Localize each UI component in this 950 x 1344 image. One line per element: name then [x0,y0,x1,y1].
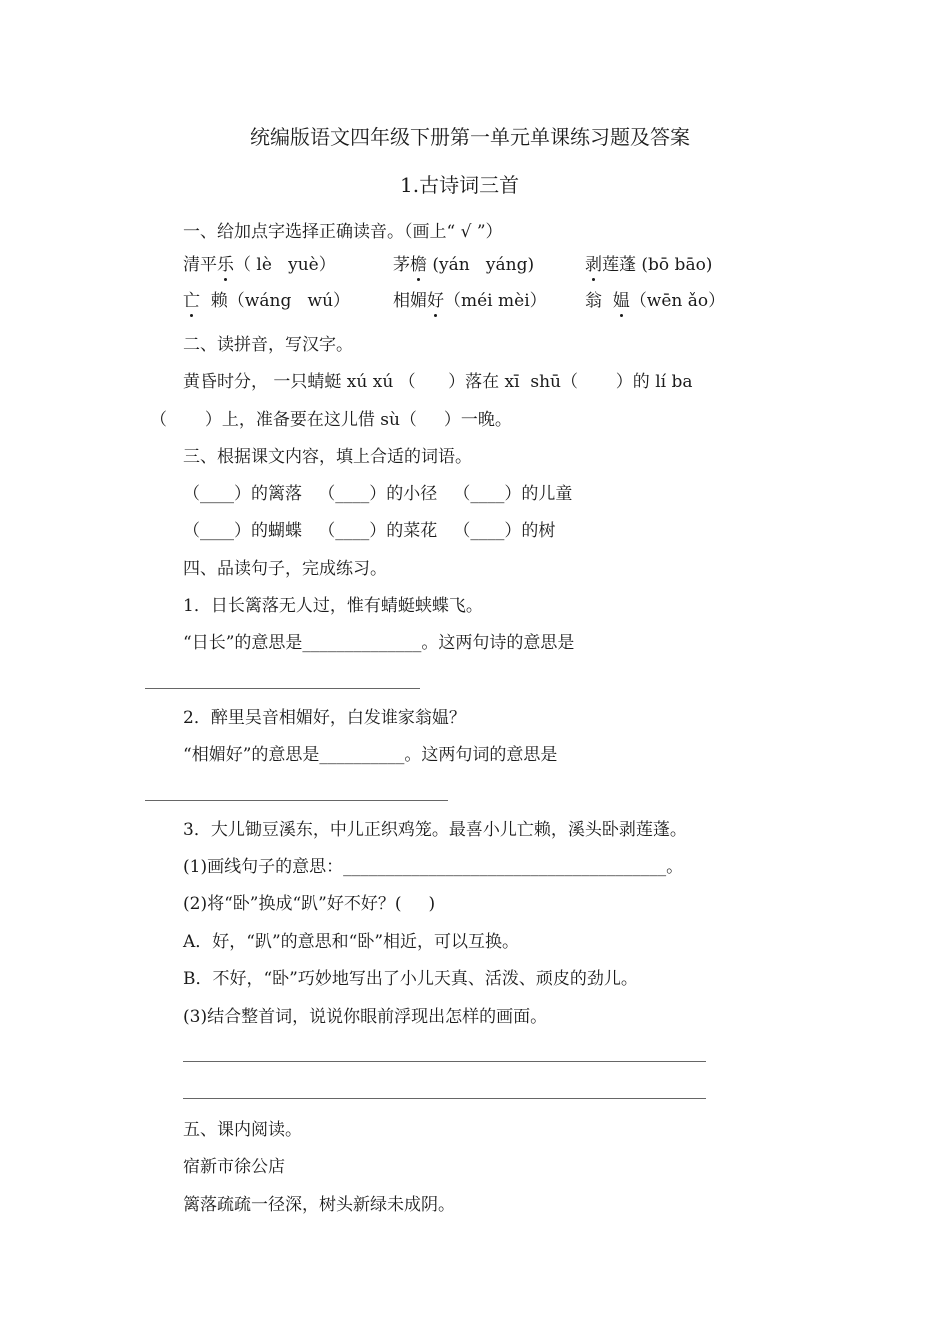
lesson-title: 1.古诗词三首 [400,173,520,197]
poem-title: 宿新市徐公店 [183,1157,285,1177]
document-title: 统编版语文四年级下册第一单元单课练习题及答案 [250,125,690,149]
pinyin-options: （wēn ǎo） [629,291,726,311]
section-5-heading: 五、课内阅读。 [183,1120,302,1140]
option-a: A．好，“趴”的意思和“卧”相近，可以互换。 [183,932,520,952]
pinyin-passage-line-2: （ ）上，准备要在这儿借 sù（ ）一晚。 [150,410,512,430]
option-b: B．不好，“卧”巧妙地写出了小儿天真、活泼、顽皮的劲儿。 [183,969,638,989]
question-1-text: 1．日长篱落无人过，惟有蜻蜓蛱蝶飞。 [183,596,483,616]
pronunciation-item-5 [393,290,547,312]
pinyin-options: 莲蓬 (bō bāo) [602,255,713,275]
dotted-character: 乐 [217,255,234,275]
pronunciation-item-3 [585,254,712,276]
dotted-character: 剥 [585,255,602,275]
question-3-part-3: (3)结合整首词，说说你眼前浮现出怎样的画面。 [183,1007,548,1027]
pronunciation-item-1 [183,254,336,276]
pinyin-options: (yán yáng) [427,255,535,275]
section-2-heading: 二、读拼音，写汉字。 [183,335,353,355]
pinyin-options: （ lè yuè） [234,255,336,275]
item-text: 茅 [393,255,410,275]
dotted-character: 好 [427,291,444,311]
dotted-character: 檐 [410,255,427,275]
answer-line [145,688,420,689]
pronunciation-item-6 [585,290,725,312]
section-3-heading: 三、根据课文内容，填上合适的词语。 [183,447,472,467]
pinyin-passage-line-1: 黄昏时分， 一只蜻蜓 xú xú （ ）落在 xī shū（ ）的 lí ba [183,372,693,392]
item-text: 清平 [183,255,217,275]
item-text: 相媚 [393,291,427,311]
fill-in-row-2: （____）的蝴蝶 （____）的菜花 （____）的树 [183,521,556,541]
question-2-prompt: “相媚好”的意思是__________。这两句词的意思是 [183,745,558,765]
answer-line [183,1061,706,1062]
dotted-character: 亡 [183,291,200,311]
answer-line [145,800,448,801]
question-3-text: 3．大儿锄豆溪东，中儿正织鸡笼。最喜小儿亡赖，溪头卧剥莲蓬。 [183,820,687,840]
pinyin-options: （méi mèi） [444,291,547,311]
question-1-prompt: “日长”的意思是______________。这两句诗的意思是 [183,633,575,653]
poem-line-1: 篱落疏疏一径深，树头新绿未成阴。 [183,1195,455,1215]
question-3-part-2: (2)将“卧”换成“趴”好不好？( ) [183,894,436,914]
pronunciation-item-2 [393,254,534,276]
answer-line [183,1098,706,1099]
pronunciation-item-4 [183,290,350,312]
section-4-heading: 四、品读句子，完成练习。 [183,559,387,579]
pinyin-options: 赖（wáng wú） [200,291,351,311]
fill-in-row-1: （____）的篱落 （____）的小径 （____）的儿童 [183,484,573,504]
question-3-part-1: (1)画线句子的意思：______________________________________。 [183,857,684,877]
dotted-character: 媪 [612,291,630,311]
question-2-text: 2．醉里吴音相媚好，白发谁家翁媪？ [183,708,466,728]
item-text: 翁 [585,291,613,311]
section-1-heading: 一、给加点字选择正确读音。（画上“ √ ”） [183,222,503,242]
